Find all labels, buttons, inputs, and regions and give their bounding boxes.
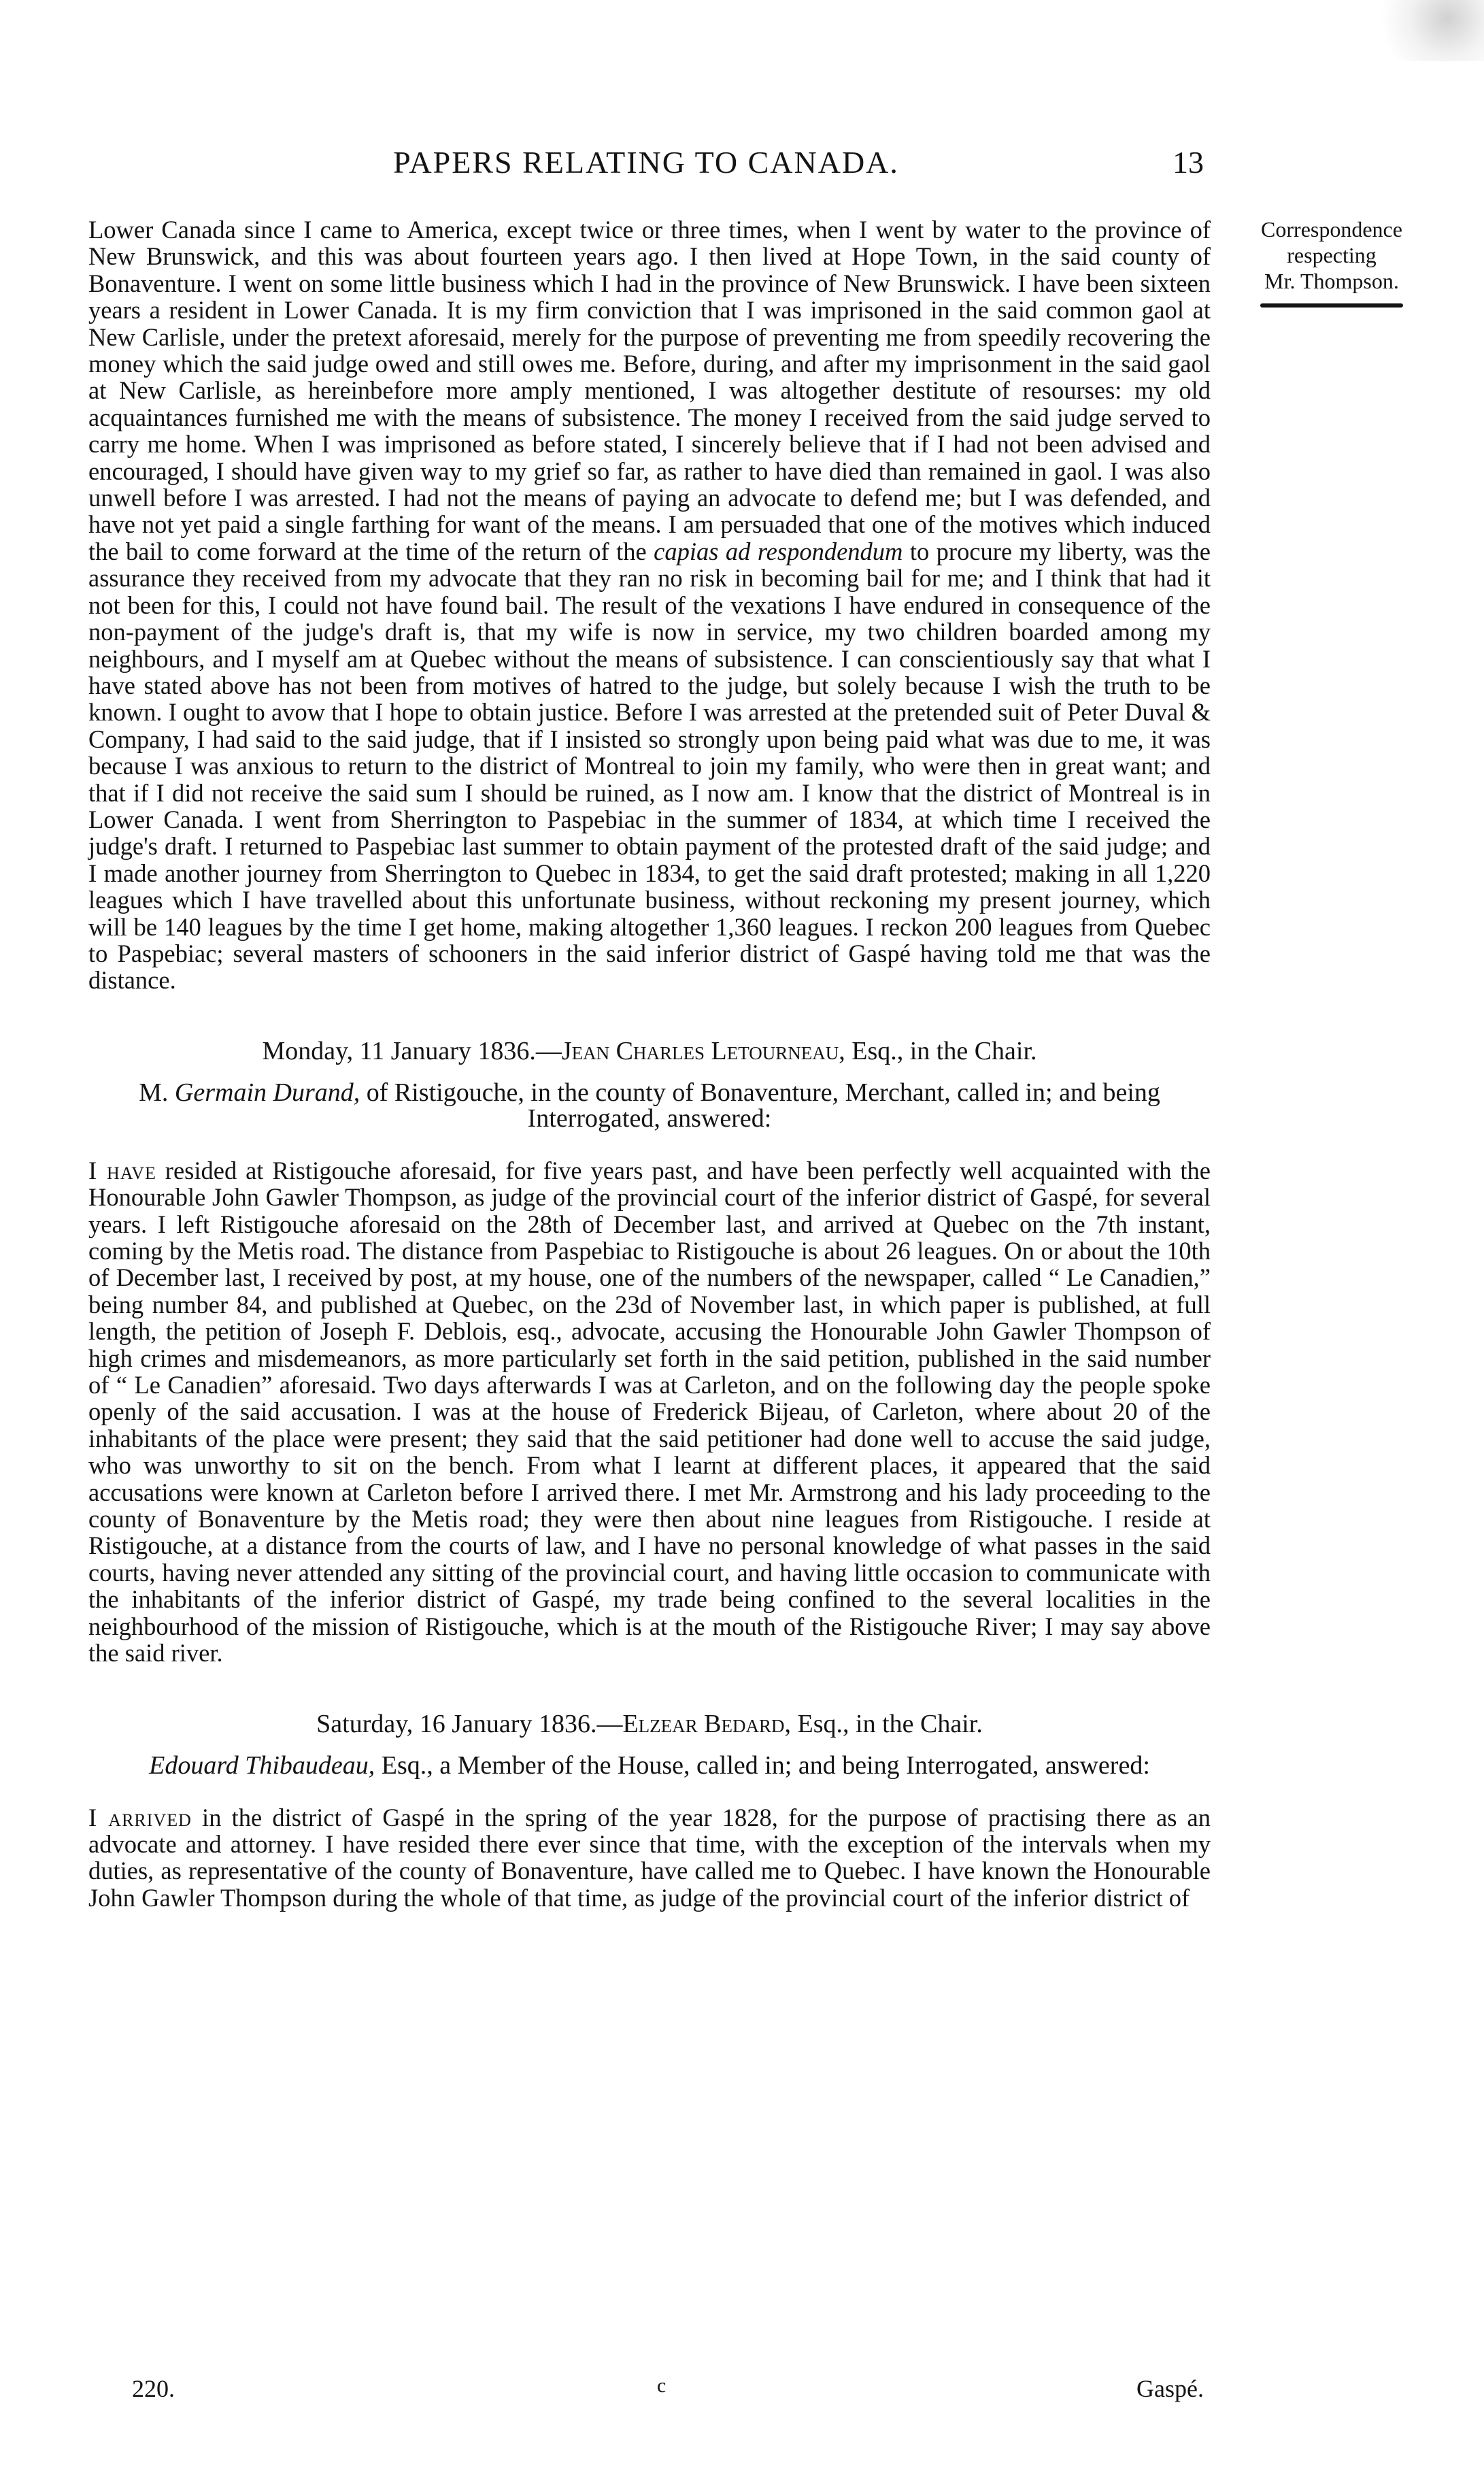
latin-term: capias ad respondendum (654, 537, 903, 565)
testimony-paragraph-2 (88, 1804, 1211, 1912)
page-edge-shading (1362, 0, 1484, 61)
meeting-2-date: Saturday, 16 January 1836.— (316, 1709, 623, 1738)
witness-2-name: Edouard Thibaudeau, (149, 1750, 375, 1780)
opening-paragraph-part-2: to procure my liberty, was the assurance they received from my advocate that they ran no risk in becoming bail for me; and I think that had it not been for this, I could not have found bail. The result of the vexations I have endured in consequence of the non-payment of the judge's draft is, that my wife is now in service, my two children boarded among my neighbours, and I myself am at Quebec without the means of subsistence. I can conscientiously say that what I have stated above has not been from motives of hatred to the judge, but solely because I wish the truth to be known. I ought to avow that I hope to obtain justice. Before I was arrested at the pretended suit of Peter Duval & Company, I had said to the said judge, that if I insisted so strongly upon being paid what was due to me, it was because I was anxious to return to the district of Montreal to join my family, who were then in great want; and that if I did not receive the said sum I should be ruined, as I now am. I know that the district of Montreal is in Lower Canada. I went from Sherrington to Paspebiac in the summer of 1834, at which time I received the judge's draft. I returned to Paspebiac last summer to obtain payment of the protested draft of the said judge; and I made another journey from Sherrington to Quebec in 1834, to get the said draft protested; making in all 1,220 leagues which I have travelled about this unfortunate business, without reckoning my present journey, which will be 140 leagues by the time I get home, making altogether 1,360 leagues. I reckon 200 leagues from Quebec to Paspebiac; several masters of schooners in the said inferior district of Gaspé having told me that was the distance. (88, 537, 1211, 995)
page-footer (88, 2374, 1204, 2402)
opening-paragraph (88, 216, 1211, 994)
margin-note-rule (1260, 303, 1403, 308)
footer-signature-mark: c (657, 2374, 667, 2397)
margin-note (1236, 216, 1427, 308)
meeting-1-suffix: , Esq., in the Chair. (839, 1036, 1037, 1065)
header-title: PAPERS RELATING TO CANADA. (393, 145, 899, 180)
running-header (88, 144, 1204, 192)
testimony-2-text: in the district of Gaspé in the spring of the year 1828, for the purpose of practising there as an advocate and attorney. I have resided there ever since that time, with the exception of the intervals when my duties, as representative of the county of Bonaventure, have called me to Quebec. I have known the Honourable John Gawler Thompson during the whole of that time, as judge of the provincial court of the inferior district of (88, 1803, 1211, 1912)
footer-catchword: Gaspé. (1136, 2375, 1204, 2402)
testimony-1-lead: I have (88, 1156, 156, 1184)
meeting-1-date: Monday, 11 January 1836.— (262, 1036, 562, 1065)
opening-paragraph-part-1: Lower Canada since I came to America, except twice or three times, when I went by water to the province of New Brunswick, and this was about fourteen years ago. I then lived at Hope Town, in the said county of Bonaventure. I went on some little business which I had in the province of New Brunswick. I have been sixteen years a resident in Lower Canada. It is my firm conviction that I was imprisoned in the said common gaol at New Carlisle, under the pretext aforesaid, merely for the purpose of preventing me from speedily recovering the money which the said judge owed and still owes me. Before, during, and after my imprisonment in the said gaol at New Carlisle, as hereinbefore more amply mentioned, I was altogether destitute of resourses: my old acquaintances furnished me with the means of subsistence. The money I received from the said judge served to carry me home. When I was imprisoned as before stated, I sincerely believe that if I had not been advised and encouraged, I should have given way to my grief so far, as rather to have died than remained in gaol. I was also unwell before I was arrested. I had not the means of paying an advocate to defend me; but I was defended, and have not yet paid a single farthing for want of the means. I am persuaded that one of the motives which induced the bail to come forward at the time of the return of the (88, 216, 1211, 565)
main-text-column (88, 216, 1211, 1911)
meeting-2-suffix: , Esq., in the Chair. (784, 1709, 983, 1738)
witness-1-name: Germain Durand, (174, 1078, 360, 1107)
margin-note-line-1: Correspondence (1261, 217, 1402, 242)
testimony-1-text: resided at Ristigouche aforesaid, for five years past, and have been perfectly well acquainted with the Honourable John Gawler Thompson, as judge of the provincial court of the inferior district of Gaspé, for several years. I left Ristigouche aforesaid on the 28th of December last, and arrived at Quebec on the 7th instant, coming by the Metis road. The distance from Paspebiac to Ristigouche is about 26 leagues. On or about the 10th of December last, I received by post, at my house, one of the numbers of the newspaper, called “ Le Canadien,” being number 84, and published at Quebec, on the 23d of November last, in which paper is published, at full length, the petition of Joseph F. Deblois, esq., advocate, accusing the Honourable John Gawler Thompson of high crimes and misdemeanors, as more particularly set forth in the said petition, published in the said number of “ Le Canadien” aforesaid. Two days afterwards I was at Carleton, and on the following day the people spoke openly of the said accusation. I was at the house of Frederick Bijeau, of Carleton, where about 20 of the inhabitants of the place were present; they said that the said petitioner had done well to accuse the said judge, who was unworthy to sit on the bench. From what I learnt at different places, it appeared that the said accusations were known at Carleton before I arrived there. I met Mr. Armstrong and his lady proceeding to the county of Bonaventure by the Metis road; they were then about nine leagues from Ristigouche. I reside at Ristigouche, at a distance from the courts of law, and I have no personal knowledge of what passes in the said courts, having never attended any sitting of the provincial court, and having little occasion to communicate with the inhabitants of the inferior district of Gaspé, my trade being confined to the several localities in the neighbourhood of the mission of Ristigouche, which is at the mouth of the Ristigouche River; I may say above the said river. (88, 1156, 1211, 1667)
footer-sheet-number: 220. (132, 2375, 175, 2402)
meeting-heading-1 (88, 1038, 1211, 1065)
margin-note-line-3: Mr. Thompson. (1264, 269, 1399, 293)
page-number: 13 (1173, 145, 1204, 180)
witness-1-prefix: M. (139, 1078, 169, 1107)
witness-2-rest: Esq., a Member of the House, called in; and being Interrogated, answered: (381, 1750, 1150, 1780)
meeting-1-chair: Jean Charles Letourneau (561, 1036, 839, 1065)
witness-heading-1 (88, 1080, 1211, 1131)
meeting-heading-2 (88, 1710, 1211, 1738)
meeting-2-chair: Elzear Bedard (622, 1709, 785, 1738)
witness-1-rest: of Ristigouche, in the county of Bonaventure, Merchant, called in; and being Interrogated, answered: (366, 1078, 1160, 1133)
testimony-paragraph-1 (88, 1157, 1211, 1667)
testimony-2-lead: I arrived (88, 1803, 192, 1831)
margin-note-line-2: respecting (1287, 243, 1377, 267)
witness-heading-2 (88, 1750, 1211, 1780)
